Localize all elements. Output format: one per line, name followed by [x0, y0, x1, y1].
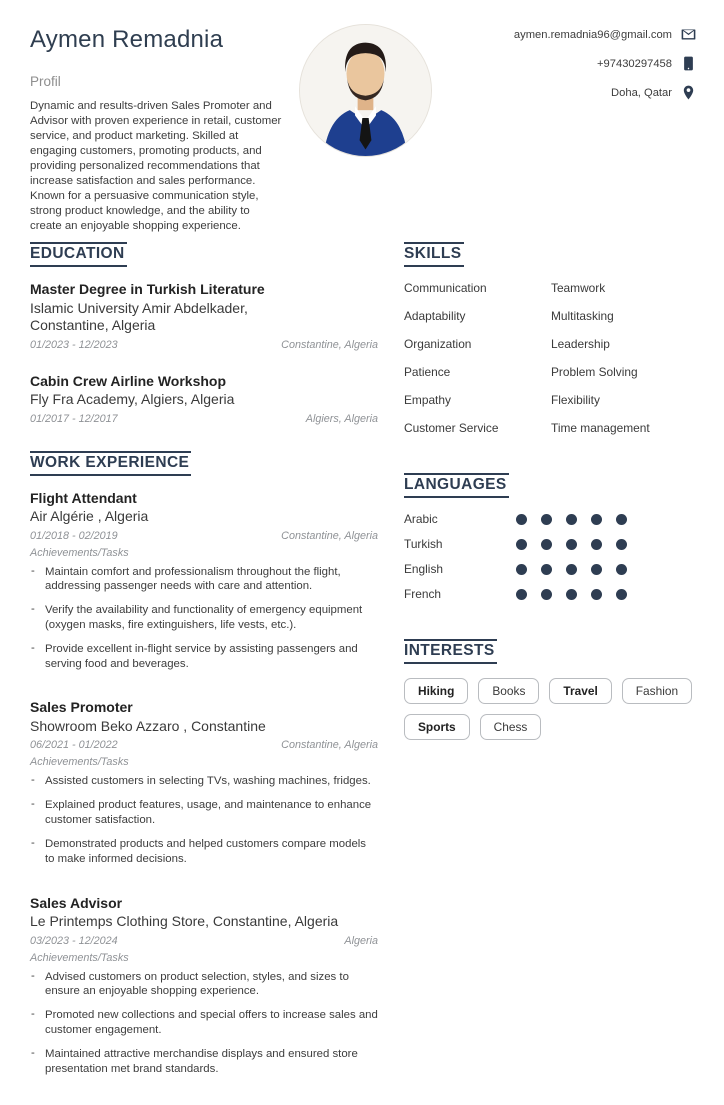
entry-location: Algeria: [344, 934, 378, 947]
level-dot-icon: [541, 514, 552, 525]
level-dot-icon: [616, 539, 627, 550]
language-name: English: [404, 562, 443, 576]
education-entry: [30, 281, 378, 351]
level-dot-icon: [616, 589, 627, 600]
interests-section: [404, 639, 698, 740]
skill-item: Flexibility: [551, 393, 600, 407]
profile-summary: Dynamic and results-driven Sales Promoter and Advisor with proven experience in retail, customer service, and product marketing. Skilled at engaging customers, promoting products, and providing personalized recommendations that increase satisfaction and sales performance. Known for a persuasive communication style, strong product knowledge, and the ability to create an enjoyable shopping experience.: [30, 100, 282, 232]
contact-phone: [514, 56, 696, 71]
skill-item: Organization: [404, 337, 472, 351]
task-bullets: [30, 970, 378, 1077]
skills-section: [404, 242, 698, 435]
phone-text: +97430297458: [597, 57, 672, 70]
work-entry: [30, 490, 378, 672]
education-entry: [30, 373, 378, 425]
entry-organization: Le Printemps Clothing Store, Constantine, Algeria: [30, 913, 339, 930]
skill-item: Leadership: [551, 337, 610, 351]
work-experience-section: [30, 451, 378, 1077]
entry-dates: 01/2017 - 12/2017: [30, 412, 118, 425]
entry-location: Constantine, Algeria: [281, 529, 378, 542]
interest-chip: Hiking: [404, 678, 468, 704]
entry-dates: 03/2023 - 12/2024: [30, 934, 118, 947]
entry-organization: Showroom Beko Azzaro , Constantine: [30, 717, 266, 734]
education-heading: EDUCATION: [30, 242, 127, 267]
task-item: - Maintain comfort and professionalism throughout the flight, addressing passenger needs with care and attention.: [30, 565, 378, 595]
entry-meta: [30, 739, 378, 751]
entry-title: Cabin Crew Airline Workshop: [30, 372, 227, 389]
language-row: [404, 562, 698, 576]
skill-item: Time management: [551, 421, 650, 435]
level-dot-icon: [566, 589, 577, 600]
phone-icon: [681, 56, 696, 71]
level-dot-icon: [566, 514, 577, 525]
level-dot-icon: [591, 514, 602, 525]
contact-block: [514, 27, 696, 114]
level-dot-icon: [591, 589, 602, 600]
interest-chip: Travel: [549, 678, 611, 704]
skills-heading: SKILLS: [404, 242, 464, 267]
task-item: - Explained product features, usage, and maintenance to enhance customer satisfaction.: [30, 798, 378, 828]
skills-grid: [404, 281, 698, 435]
entry-meta: [30, 413, 378, 425]
interest-chip: Fashion: [622, 678, 692, 704]
interest-chip: Books: [478, 678, 539, 704]
task-item: - Verify the availability and functionality of emergency equipment (oxygen masks, fire extinguishers, life vests, etc.).: [30, 603, 378, 633]
profile-label: Profil: [30, 74, 61, 89]
level-dots: [516, 539, 627, 550]
profile-photo: [299, 24, 432, 157]
skill-item: Adaptability: [404, 309, 466, 323]
interests-heading: INTERESTS: [404, 639, 497, 664]
level-dot-icon: [516, 589, 527, 600]
person-portrait: [300, 25, 431, 156]
location-pin-icon: [681, 85, 696, 100]
entry-meta: [30, 339, 378, 351]
level-dot-icon: [516, 539, 527, 550]
skill-item: Teamwork: [551, 281, 606, 295]
level-dots: [516, 589, 627, 600]
task-bullets: [30, 774, 378, 866]
education-section: [30, 242, 378, 425]
entry-dates: 06/2021 - 01/2022: [30, 739, 118, 752]
skill-item: Customer Service: [404, 421, 499, 435]
level-dot-icon: [541, 539, 552, 550]
contact-email[interactable]: [514, 27, 696, 42]
entry-location: Constantine, Algeria: [281, 338, 378, 351]
languages-list: [404, 512, 698, 601]
education-list: [30, 281, 378, 425]
task-item: - Promoted new collections and special offers to increase sales and customer engagement.: [30, 1008, 378, 1038]
task-bullets: [30, 565, 378, 672]
level-dot-icon: [566, 539, 577, 550]
work-entry: [30, 699, 378, 866]
languages-section: [404, 473, 698, 601]
level-dots: [516, 564, 627, 575]
level-dots: [516, 514, 627, 525]
level-dot-icon: [616, 514, 627, 525]
language-name: Turkish: [404, 537, 443, 551]
work-experience-list: [30, 490, 378, 1077]
work-entry: [30, 895, 378, 1077]
entry-location: Algiers, Algeria: [305, 412, 378, 425]
tasks-label: Achievements/Tasks: [30, 951, 129, 964]
task-item: - Advised customers on product selection, styles, and sizes to ensure an enjoyable shopping experience.: [30, 970, 378, 1000]
languages-heading: LANGUAGES: [404, 473, 509, 498]
task-item: - Provide excellent in-flight service by assisting passengers and serving food and beverages.: [30, 642, 378, 672]
level-dot-icon: [591, 539, 602, 550]
entry-dates: 01/2018 - 02/2019: [30, 529, 118, 542]
resume-body: [0, 216, 724, 1105]
level-dot-icon: [541, 564, 552, 575]
entry-title: Sales Promoter: [30, 699, 133, 716]
email-text[interactable]: aymen.remadnia96@gmail.com: [513, 28, 672, 41]
interest-chip: Chess: [480, 714, 542, 740]
level-dot-icon: [516, 514, 527, 525]
resume-header: [0, 0, 724, 232]
skill-item: Patience: [404, 365, 451, 379]
language-row: [404, 537, 698, 551]
entry-organization: Islamic University Amir Abdelkader, Constantine, Algeria: [30, 299, 248, 333]
task-item: - Maintained attractive merchandise displays and ensured store presentation met brand standards.: [30, 1047, 378, 1077]
entry-location: Constantine, Algeria: [281, 739, 378, 752]
entry-organization: Air Algérie , Algeria: [30, 508, 149, 524]
entry-meta: [30, 530, 378, 542]
left-column: [30, 242, 378, 1105]
entry-title: Master Degree in Turkish Literature: [30, 281, 265, 297]
language-row: [404, 587, 698, 601]
work-experience-heading: WORK EXPERIENCE: [30, 451, 191, 476]
entry-organization: Fly Fra Academy, Algiers, Algeria: [30, 391, 235, 407]
language-name: French: [404, 587, 442, 601]
skill-item: Empathy: [404, 393, 451, 407]
entry-title: Flight Attendant: [30, 489, 137, 506]
level-dot-icon: [591, 564, 602, 575]
interest-chip: Sports: [404, 714, 470, 740]
entry-meta: [30, 935, 378, 947]
contact-location: [514, 85, 696, 100]
right-column: [404, 242, 698, 1105]
level-dot-icon: [616, 564, 627, 575]
task-item: - Demonstrated products and helped customers compare models to make informed decisions.: [30, 837, 378, 867]
skill-item: Multitasking: [551, 309, 614, 323]
language-row: [404, 512, 698, 526]
location-text: Doha, Qatar: [611, 86, 672, 99]
skill-item: Communication: [404, 281, 487, 295]
entry-title: Sales Advisor: [30, 894, 123, 911]
level-dot-icon: [516, 564, 527, 575]
person-name: Aymen Remadnia: [30, 26, 224, 53]
envelope-icon: [681, 27, 696, 42]
entry-dates: 01/2023 - 12/2023: [30, 338, 118, 351]
level-dot-icon: [566, 564, 577, 575]
tasks-label: Achievements/Tasks: [30, 756, 129, 769]
interests-chips: [404, 678, 698, 740]
tasks-label: Achievements/Tasks: [30, 546, 129, 559]
level-dot-icon: [541, 589, 552, 600]
task-item: - Assisted customers in selecting TVs, washing machines, fridges.: [30, 774, 378, 789]
language-name: Arabic: [404, 512, 438, 526]
skill-item: Problem Solving: [551, 365, 638, 379]
